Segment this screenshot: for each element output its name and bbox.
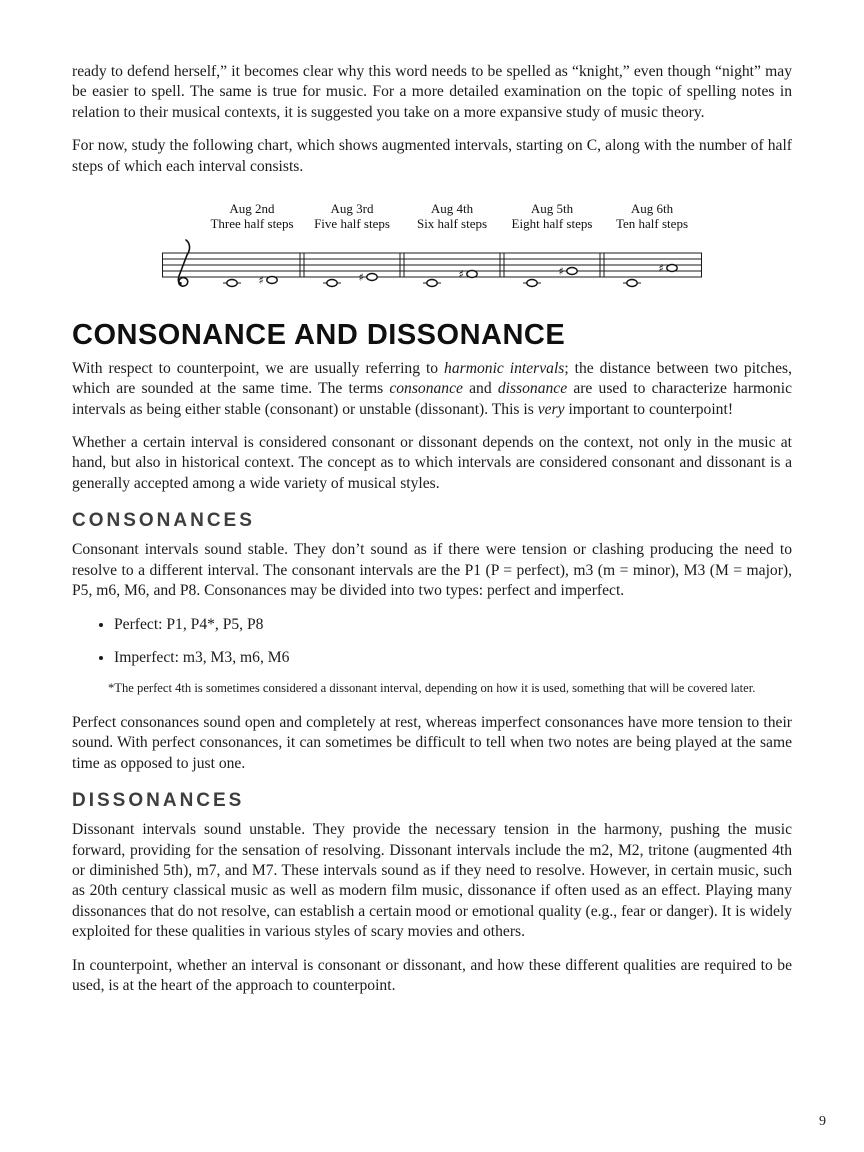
list-item-imperfect: • Imperfect: m3, M3, m6, M6 xyxy=(114,648,792,668)
sharp-icon: ♯ xyxy=(458,267,464,281)
chart-label xyxy=(502,201,602,232)
text-run: are used to characterize harmonic intervals as being either stable (consonant) or unstable (dissonant). This is xyxy=(72,380,792,418)
subsection-title-consonances: CONSONANCES xyxy=(72,510,255,532)
sharp-icon: ♯ xyxy=(658,261,664,275)
sharp-icon: ♯ xyxy=(258,273,264,287)
whole-note xyxy=(227,279,237,286)
whole-note xyxy=(267,276,277,283)
paragraph-intro-1: ready to defend herself,” it becomes clear why this word needs to be spelled as “knight,” even though “night” may be easier to spell. The same is true for music. For a more detailed examination on the topic of spelling notes in relation to their musical contexts, it is suggested you take on a more expansive study of music theory. xyxy=(72,63,792,121)
whole-note xyxy=(427,279,437,286)
augmented-intervals-chart xyxy=(162,201,702,293)
measure-aug-6th xyxy=(623,262,677,287)
measure-aug-5th xyxy=(523,265,577,287)
interval-name: Aug 3rd xyxy=(330,201,374,217)
interval-name: Aug 4th xyxy=(430,201,474,217)
chart-label xyxy=(602,201,702,232)
whole-note xyxy=(327,279,337,286)
text-run: ; the distance between two pitches, which are sounded at the same time. The terms xyxy=(72,359,792,398)
chart-label xyxy=(202,201,302,232)
interval-steps: Ten half steps xyxy=(615,216,688,232)
staff-lines xyxy=(162,253,702,277)
list-item-perfect: • Perfect: P1, P4*, P5, P8 xyxy=(114,615,792,635)
sharp-icon: ♯ xyxy=(358,270,364,284)
whole-note xyxy=(527,279,537,286)
paragraph-closing: In counterpoint, whether an interval is consonant or dissonant, and how these different qualities are required to be used, is at the heart of the approach to counterpoint. xyxy=(72,956,792,995)
text-run-italic: very xyxy=(537,400,565,418)
paragraph-consonances-2: Perfect consonances sound open and completely at rest, whereas imperfect consonances have more tension to their sound. With perfect consonances, it can sometimes be difficult to tell when two notes are being played at the same time as opposed to just one. xyxy=(72,713,792,772)
chart-label xyxy=(302,201,402,232)
interval-steps: Five half steps xyxy=(314,216,390,232)
chart-labels xyxy=(162,201,702,232)
paragraph-cd-intro xyxy=(72,359,792,420)
text-run: and xyxy=(462,380,498,398)
paragraph-consonances-1: Consonant intervals sound stable. They don’t sound as if there were tension or clashing producing the need to resolve to a different interval. The consonant intervals are the P1 (P = perfect), m3 (m = minor), M3 (M = major), P5, m6, M6, and P8. Consonances may be divided into two types: perfect and imperfect. xyxy=(72,541,792,600)
text-run-italic: harmonic intervals xyxy=(444,359,565,377)
interval-steps: Eight half steps xyxy=(511,216,593,232)
consonance-types-list xyxy=(96,615,792,669)
text-run: important to counterpoint! xyxy=(564,400,734,418)
page-number: 9 xyxy=(819,1114,826,1129)
interval-steps: Six half steps xyxy=(416,216,488,232)
paragraph-intro-2: For now, study the following chart, which shows augmented intervals, starting on C, along with the number of half steps of which each interval consists. xyxy=(72,137,792,175)
staff-notation xyxy=(162,235,702,293)
measure-aug-2nd xyxy=(223,274,277,287)
treble-clef-icon xyxy=(178,240,189,286)
measure-aug-3rd xyxy=(323,271,377,287)
chart-label xyxy=(402,201,502,232)
paragraph-cd-context: Whether a certain interval is considered consonant or dissonant depends on the context, not only in the music at hand, but also in historical context. The concept as to which intervals are considered consonant and dissonant is a generally accepted among a wide variety of musical styles. xyxy=(72,434,792,492)
text-run-italic: dissonance xyxy=(497,380,568,398)
whole-note xyxy=(627,279,637,286)
whole-note xyxy=(567,267,577,274)
sharp-icon: ♯ xyxy=(558,264,564,278)
text-run: With respect to counterpoint, we are usually referring to xyxy=(72,359,445,377)
whole-note xyxy=(467,270,477,277)
text-run-italic: consonance xyxy=(389,380,463,398)
subsection-title-dissonances: DISSONANCES xyxy=(72,790,245,812)
interval-name: Aug 5th xyxy=(530,201,574,217)
interval-name: Aug 6th xyxy=(630,201,674,217)
paragraph-dissonances-1: Dissonant intervals sound unstable. They provide the necessary tension in the harmony, pushing the music forward, providing for the sensation of resolving. Dissonant intervals include the m2, M2, tritone (augmented 4th or diminished 5th), m7, and M7. These intervals sound as if they need to resolve. However, in certain music, such as 20th century classical music as well as modern film music, dissonance if often used as an effect. Playing many dissonances that do not resolve, can establish a certain mood or emotional quality (e.g., fear or danger). It is widely exploited for these qualities in various styles of scary movies and others. xyxy=(72,821,792,941)
footnote-perfect-4th: *The perfect 4th is sometimes considered a dissonant interval, depending on how it is used, something that will be covered later. xyxy=(108,681,756,696)
interval-name: Aug 2nd xyxy=(229,201,275,217)
interval-steps: Three half steps xyxy=(210,216,294,232)
whole-note xyxy=(367,273,377,280)
whole-note xyxy=(667,264,677,271)
section-title-consonance-and-dissonance: CONSONANCE AND DISSONANCE xyxy=(72,318,566,351)
